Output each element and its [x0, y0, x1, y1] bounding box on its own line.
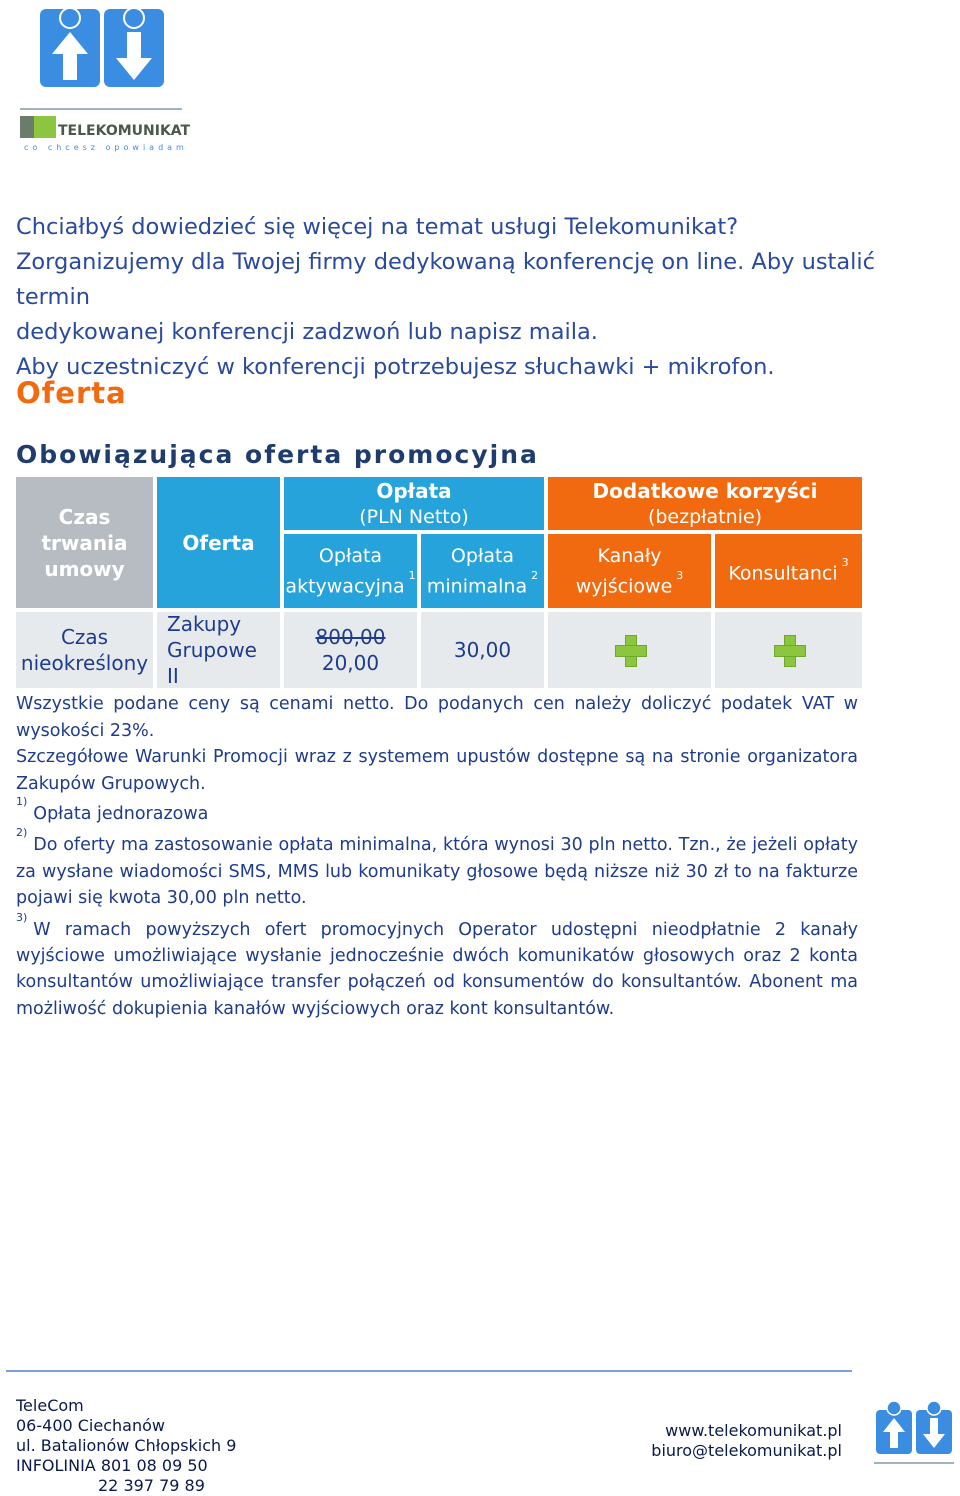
footnote-mark: 3): [16, 910, 28, 924]
plus-icon: [615, 635, 645, 665]
header-fee: [284, 477, 544, 530]
intro-line: Aby uczestniczyć w konferencji potrzebujesz słuchawki + mikrofon.: [16, 354, 775, 380]
header-activation-label: Opłata aktywacyjna: [285, 544, 405, 598]
footer-company: TeleCom: [16, 1396, 84, 1415]
logo-tagline: co chcesz opowiadam: [24, 143, 188, 152]
row-minimum: [421, 612, 544, 688]
footnote-ref: 3: [676, 568, 684, 582]
row-minimum-value: 30,00: [453, 638, 512, 662]
footer-logo: [872, 1398, 956, 1470]
intro-line: Zorganizujemy dla Twojej firmy dedykowaną konferencję on line. Aby ustalić termin: [16, 249, 876, 310]
activation-new-price: 20,00: [321, 651, 380, 675]
footnote-text: Do oferty ma zastosowanie opłata minimalna, która wynosi 30 pln netto. Tzn., że jeżeli opłaty za wysłane wiadomości SMS, MMS lub komunikaty głosowe będą niższe niż 30 zł to na fakturze pojawi się kwota 30,00 pln netto.: [16, 835, 858, 909]
footnote-ref: 3: [841, 555, 849, 569]
promo-heading: Obowiązująca oferta promocyjna: [16, 440, 539, 469]
plus-icon: [774, 635, 804, 665]
footer-infoline: INFOLINIA 801 08 09 50: [16, 1456, 208, 1475]
header-benefits-sub: (bezpłatnie): [647, 505, 763, 528]
footnote-ref: 1: [408, 568, 416, 582]
footnote-3: [16, 912, 858, 1023]
intro-line: Chciałbyś dowiedzieć się więcej na temat usługi Telekomunikat?: [16, 214, 739, 240]
header-channels-label: Kanały wyjściowe: [575, 544, 673, 598]
row-duration: [16, 612, 153, 688]
footer-website-link[interactable]: www.telekomunikat.pl: [665, 1421, 842, 1440]
footer-contact: [651, 1421, 842, 1461]
logo-wordmark: TELEKOMUNIKAT: [58, 123, 190, 139]
row-offer: [157, 612, 280, 688]
offer-heading: Oferta: [16, 376, 127, 410]
header-minimum-label: Opłata minimalna: [426, 544, 528, 598]
header-duration: [16, 477, 153, 608]
footer-address: [16, 1396, 236, 1496]
price-notes: [16, 691, 858, 797]
activation-old-price: 800,00: [315, 625, 386, 649]
row-activation: [284, 612, 417, 688]
footnote-1: [16, 796, 858, 827]
header-benefits-label: Dodatkowe korzyści: [592, 478, 818, 503]
header-offer-label: Oferta: [182, 530, 255, 555]
footnote-mark: 2): [16, 826, 28, 840]
footnote-mark: 1): [16, 795, 28, 808]
header-fee-label: Opłata: [376, 478, 452, 503]
company-logo: [18, 4, 190, 154]
footnote-text: Opłata jednorazowa: [33, 803, 209, 824]
header-consultants-label: Konsultanci: [728, 562, 838, 585]
row-offer-value: Zakupy Grupowe II: [167, 612, 257, 688]
footer-phone: 22 397 79 89: [98, 1476, 205, 1495]
header-minimum: [421, 534, 544, 608]
header-activation: [284, 534, 417, 608]
row-channels: [548, 612, 711, 688]
footer-email-link[interactable]: biuro@telekomunikat.pl: [651, 1441, 842, 1460]
footer-city: 06-400 Ciechanów: [16, 1416, 165, 1435]
header-fee-sub: (PLN Netto): [359, 505, 469, 528]
footer-street: ul. Batalionów Chłopskich 9: [16, 1436, 237, 1455]
footnote-text: W ramach powyższych ofert promocyjnych Operator udostępni nieodpłatnie 2 kanały wyjściowe umożliwiające wysłanie jednocześnie dwóch komunikatów głosowych oraz 2 konta konsultantów umożliwiające transfer połączeń od konsumentów do konsultantów. Abonent ma możliwość dokupienia kanałów wyjściowych oraz kont konsultantów.: [16, 919, 858, 1019]
vat-note: Wszystkie podane ceny są cenami netto. Do podanych cen należy doliczyć podatek VAT w wysokości 23%.: [16, 694, 858, 741]
terms-note: Szczegółowe Warunki Promocji wraz z systemem upustów dostępne są na stronie organizatora Zakupów Grupowych.: [16, 747, 858, 794]
row-duration-value: Czas nieokreślony: [20, 625, 149, 675]
header-channels: [548, 534, 711, 608]
header-duration-label: Czas trwania umowy: [41, 504, 128, 581]
footnotes: [16, 796, 858, 1022]
footer-divider: [6, 1370, 852, 1372]
intro-line: dedykowanej konferencji zadzwoń lub napisz maila.: [16, 319, 598, 345]
header-consultants: [715, 534, 862, 608]
header-benefits: [548, 477, 862, 530]
footnote-2: [16, 827, 858, 911]
header-offer: [157, 477, 280, 608]
row-consultants: [715, 612, 862, 688]
intro-text: [16, 210, 876, 385]
footnote-ref: 2: [531, 568, 539, 582]
